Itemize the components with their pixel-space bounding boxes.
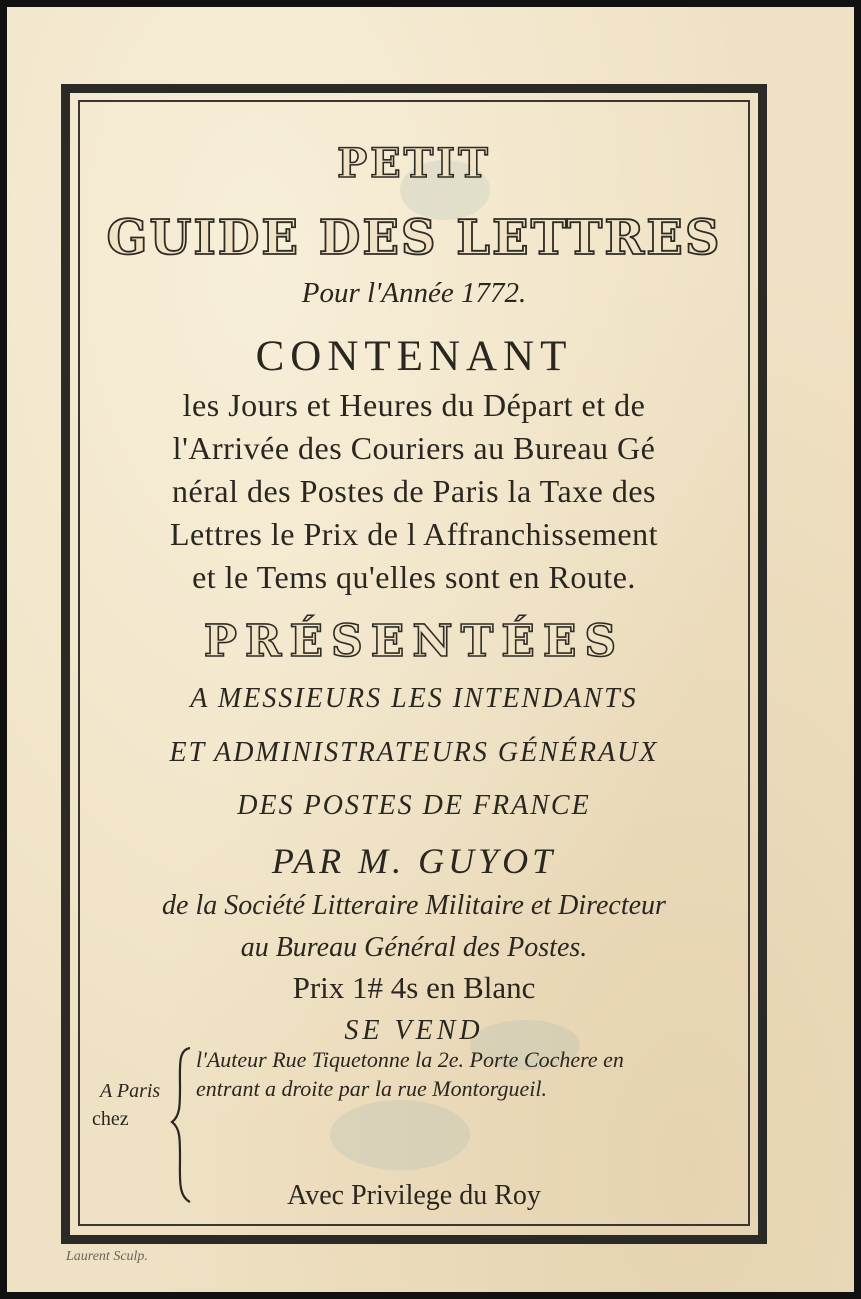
price-line: Prix 1# 4s en Blanc (292, 970, 536, 1005)
description-line: l'Arrivée des Couriers au Bureau Gé (172, 430, 656, 466)
description-line: néral des Postes de Paris la Taxe des (172, 473, 656, 509)
privilege-line: Avec Privilege du Roy (287, 1180, 541, 1211)
description-line: et le Tems qu'elles sont en Route. (192, 559, 636, 595)
address-line: l'Auteur Rue Tiquetonne la 2e. Porte Cochere en (196, 1047, 624, 1072)
title-line-1: PETIT (337, 140, 491, 187)
imprint-city: A Paris (100, 1080, 161, 1102)
author-title-line: de la Société Litteraire Militaire et Directeur (162, 890, 666, 921)
contenant-heading: CONTENANT (255, 333, 573, 380)
presentees-heading: PRÉSENTÉES (203, 616, 625, 667)
imprint-chez: chez (92, 1108, 129, 1130)
se-vend-line: SE VEND (344, 1015, 484, 1046)
address-line: entrant a droite par la rue Montorgueil. (196, 1076, 547, 1101)
author-title-line: au Bureau Général des Postes. (240, 932, 588, 963)
description-line: les Jours et Heures du Départ et de (182, 387, 646, 423)
year-subtitle: Pour l'Année 1772. (301, 277, 527, 309)
title-line-2: GUIDE DES LETTRES (106, 210, 722, 266)
dedication-line: A MESSIEURS LES INTENDANTS (190, 683, 638, 714)
engraver-signature: Laurent Sculp. (66, 1249, 148, 1264)
dedication-line: DES POSTES DE FRANCE (237, 790, 591, 821)
description-line: Lettres le Prix de l Affranchissement (170, 516, 658, 552)
dedication-line: ET ADMINISTRATEURS GÉNÉRAUX (169, 737, 659, 768)
author-line: PAR M. GUYOT (271, 841, 557, 881)
